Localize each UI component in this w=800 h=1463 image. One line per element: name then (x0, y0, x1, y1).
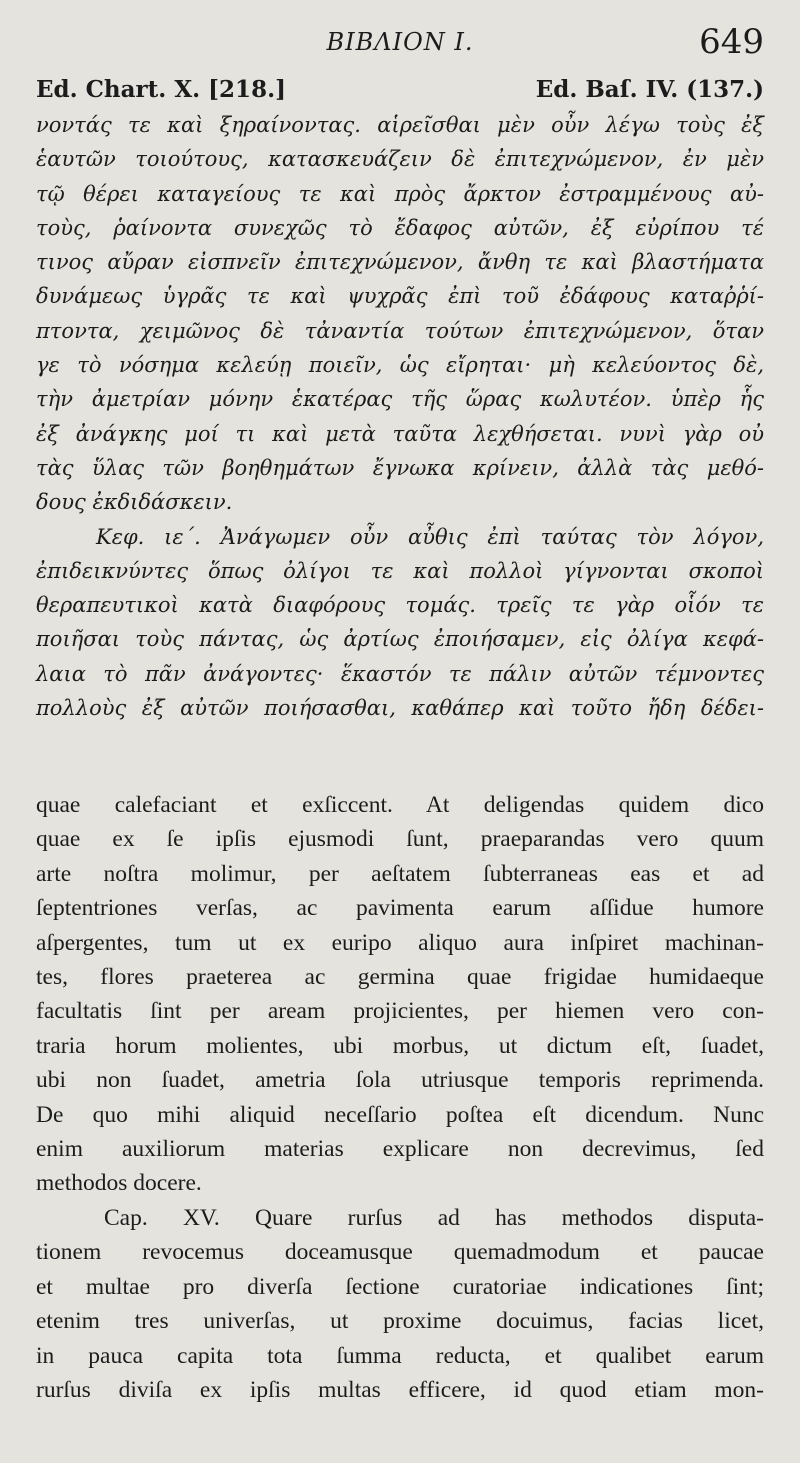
latin-line: ubi non ſuadet, ametria ſola utriusque temporis reprimenda. (36, 1067, 764, 1094)
latin-line: quae ex ſe ipſis ejusmodi ſunt, praeparandas vero quum (36, 826, 764, 853)
greek-line: θεραπευτικοὶ κατὰ διαφόρους τομάς. τρεῖς τε γὰρ οἷόν τε (36, 593, 764, 618)
latin-text-block (36, 788, 764, 1407)
greek-line: δους ἐκδιδάσκειν. (36, 490, 233, 515)
latin-line: aſpergentes, tum ut ex euripo aliquo aura inſpiret machinan- (36, 929, 764, 956)
latin-chapter-heading-line: Cap. XV. Quare rurſus ad has methodos disputa- (104, 1204, 764, 1231)
greek-line: νοντάς τε καὶ ξηραίνοντας. αἱρεῖσθαι μὲν οὖν λέγω τοὺς ἐξ (36, 113, 764, 137)
greek-text-block (36, 108, 764, 725)
latin-line: et multae pro diverſa ſectione curatoriae indicationes ſint; (36, 1273, 764, 1300)
latin-line: tionem revocemus doceamusque quemadmodum et paucae (36, 1239, 764, 1266)
latin-line: ſeptentriones verſas, ac pavimenta earum aſſidue humore (36, 895, 764, 922)
latin-line: arte noſtra molimur, per aeſtatem ſubterraneas eas et ad (36, 860, 764, 887)
latin-line: methodos docere. (36, 1170, 202, 1197)
edition-reference-right: Ed. Baſ. IV. (137.) (535, 76, 764, 103)
greek-line: ἐξ ἀνάγκης μοί τι καὶ μετὰ ταῦτα λεχθήσεται. νυνὶ γὰρ οὐ (36, 421, 764, 446)
greek-line: δυνάμεως ὑγρᾶς τε καὶ ψυχρᾶς ἐπὶ τοῦ ἐδάφους καταῤῥί- (36, 284, 764, 309)
greek-line: τῷ θέρει καταγείους τε καὶ πρὸς ἄρκτον ἐστραμμένους αὐ- (36, 181, 764, 206)
greek-line: γε τὸ νόσημα κελεύῃ ποιεῖν, ὡς εἴρηται· μὴ κελεύοντος δὲ, (36, 353, 764, 378)
latin-line: tes, flores praeterea ac germina quae frigidae humidaeque (36, 964, 764, 991)
greek-line: ἐπιδεικνύντες ὅπως ὀλίγοι τε καὶ πολλοὶ γίγνονται σκοποὶ (36, 558, 764, 583)
latin-line: enim auxiliorum materias explicare non decrevimus, ſed (36, 1136, 764, 1163)
latin-line: De quo mihi aliquid neceſſario poſtea eſt dicendum. Nunc (36, 1101, 764, 1128)
greek-line: τοὺς, ῥαίνοντα συνεχῶς τὸ ἔδαφος αὐτῶν, ἐξ εὐρίπου τέ (36, 215, 764, 240)
latin-line: quae calefaciant et exſiccent. At deligendas quidem dico (36, 792, 764, 818)
greek-line: ποιῆσαι τοὺς πάντας, ὡς ἀρτίως ἐποιήσαμεν, εἰς ὀλίγα κεφά- (36, 627, 764, 652)
greek-line: πολλοὺς ἐξ αὐτῶν ποιήσασθαι, καθάπερ καὶ τοῦτο ἤδη δέδει- (36, 696, 764, 721)
page-number: 649 (699, 22, 764, 62)
greek-line: τινος αὔραν εἰσπνεῖν ἐπιτεχνώμενον, ἄνθη τε καὶ βλαστήματα (36, 250, 764, 275)
running-title: BIBΛΙΟΝ I. (326, 28, 474, 56)
edition-reference-left: Ed. Chart. X. [218.] (36, 76, 286, 103)
greek-chapter-heading-line: Κεφ. ιε΄. Ἀνάγωμεν οὖν αὖθις ἐπὶ ταύτας τὸν λόγον, (96, 524, 764, 549)
greek-line: τὴν ἀμετρίαν μόνην ἑκατέρας τῆς ὥρας κωλυτέον. ὑπὲρ ἧς (36, 387, 764, 412)
greek-line: λαια τὸ πᾶν ἀνάγοντες· ἕκαστόν τε πάλιν αὐτῶν τέμνοντες (36, 661, 764, 686)
latin-line: rurſus diviſa ex ipſis multas efficere, id quod etiam mon- (36, 1376, 764, 1403)
latin-line: etenim tres univerſas, ut proxime docuimus, facias licet, (36, 1308, 764, 1335)
latin-line: facultatis ſint per aream projicientes, per hiemen vero con- (36, 998, 764, 1025)
greek-line: τὰς ὕλας τῶν βοηθημάτων ἔγνωκα κρίνειν, ἀλλὰ τὰς μεθό- (36, 455, 764, 480)
greek-line: πτοντα, χειμῶνος δὲ τἀναντία τούτων ἐπιτεχνώμενον, ὅταν (36, 318, 764, 343)
latin-line: in pauca capita tota ſumma reducta, et qualibet earum (36, 1342, 764, 1369)
greek-line: ἑαυτῶν τοιούτους, κατασκευάζειν δὲ ἐπιτεχνώμενον, ἐν μὲν (36, 147, 764, 172)
latin-line: traria horum molientes, ubi morbus, ut dictum eſt, ſuadet, (36, 1032, 764, 1059)
